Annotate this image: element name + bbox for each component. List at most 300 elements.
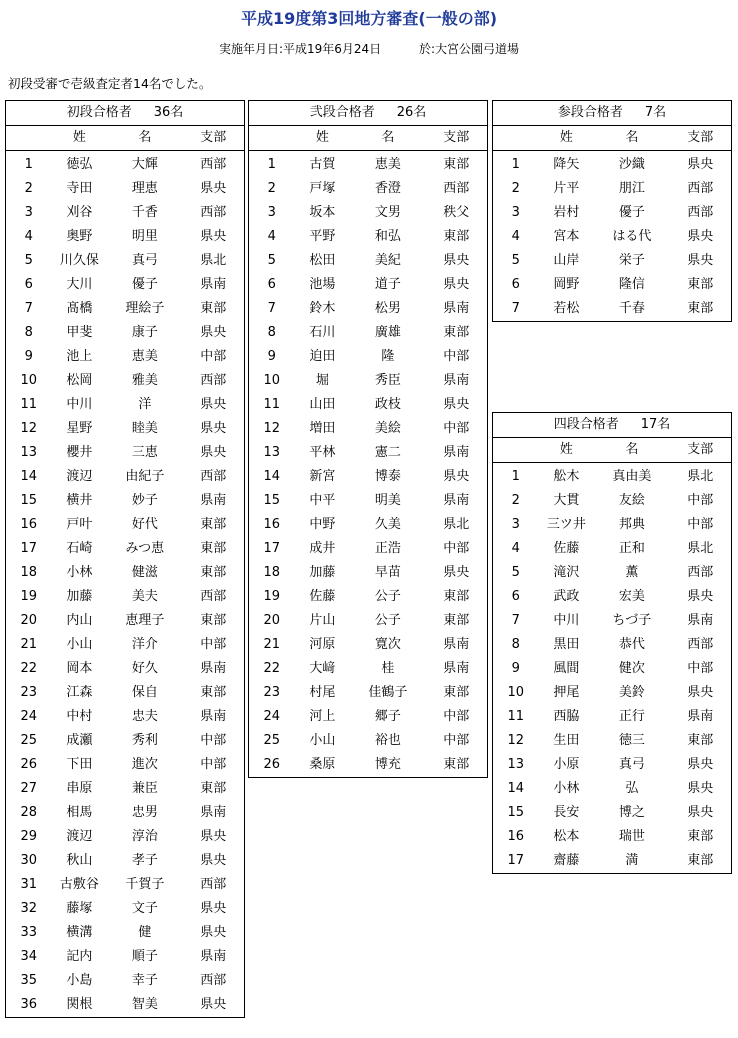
section-label: 初段合格者 xyxy=(66,105,132,120)
surname-cell: 村尾 xyxy=(309,685,336,700)
table-row xyxy=(6,801,244,825)
row-number: 22 xyxy=(20,661,38,676)
table-row xyxy=(249,321,487,345)
surname-column-header: 姓 xyxy=(559,442,573,457)
surname-column-header: 姓 xyxy=(559,130,573,145)
branch-cell: 中部 xyxy=(687,493,714,508)
row-number: 25 xyxy=(20,733,38,748)
surname-cell: 小山 xyxy=(66,637,93,652)
surname-cell: 記内 xyxy=(66,949,93,964)
shodan-table-header xyxy=(6,101,244,126)
surname-cell: 横井 xyxy=(66,493,93,508)
given-name-cell: 優子 xyxy=(131,277,158,292)
given-name-cell: 美夫 xyxy=(131,589,158,604)
row-number: 11 xyxy=(507,709,525,724)
branch-cell: 県央 xyxy=(200,853,227,868)
given-name-cell: 栄子 xyxy=(618,253,645,268)
given-name-cell: 忠男 xyxy=(131,805,158,820)
table-row xyxy=(493,465,731,489)
given-name-cell: 久美 xyxy=(374,517,401,532)
exam-date: 実施年月日:平成19年6月24日 xyxy=(218,42,382,56)
branch-cell: 中部 xyxy=(200,637,227,652)
given-name-cell: 正行 xyxy=(618,709,645,724)
given-name-cell: 政枝 xyxy=(374,397,401,412)
branch-cell: 東部 xyxy=(687,829,714,844)
row-number: 10 xyxy=(263,373,281,388)
shodan-table xyxy=(5,100,245,1018)
branch-cell: 県南 xyxy=(200,277,227,292)
row-number: 5 xyxy=(511,253,520,268)
row-number: 1 xyxy=(511,469,520,484)
branch-cell: 東部 xyxy=(443,685,470,700)
column-header-row xyxy=(493,438,731,463)
table-row xyxy=(493,537,731,561)
table-row xyxy=(493,201,731,225)
table-row xyxy=(6,609,244,633)
surname-cell: 秋山 xyxy=(66,853,93,868)
branch-cell: 県央 xyxy=(200,901,227,916)
section-label: 四段合格者 xyxy=(553,417,619,432)
row-number: 15 xyxy=(507,805,525,820)
table-row xyxy=(6,729,244,753)
given-name-cell: 妙子 xyxy=(131,493,158,508)
row-number: 23 xyxy=(20,685,38,700)
row-number: 9 xyxy=(267,349,276,364)
table-row xyxy=(6,657,244,681)
given-name-cell: 博泰 xyxy=(374,469,401,484)
row-number: 10 xyxy=(20,373,38,388)
surname-cell: 宮本 xyxy=(553,229,580,244)
table-row xyxy=(249,345,487,369)
branch-cell: 県北 xyxy=(200,253,227,268)
given-name-cell: 博之 xyxy=(618,805,645,820)
column-header-row xyxy=(6,126,244,151)
surname-cell: 齋藤 xyxy=(553,853,580,868)
branch-cell: 西部 xyxy=(200,205,227,220)
given-name-cell: 文子 xyxy=(131,901,158,916)
table-row xyxy=(6,345,244,369)
row-number: 11 xyxy=(20,397,38,412)
given-name-cell: 廣雄 xyxy=(374,325,401,340)
branch-cell: 県南 xyxy=(200,493,227,508)
table-row xyxy=(493,633,731,657)
table-row xyxy=(249,657,487,681)
row-number: 1 xyxy=(511,157,520,172)
surname-cell: 中川 xyxy=(66,397,93,412)
row-number: 12 xyxy=(20,421,38,436)
given-name-cell: 瑞世 xyxy=(618,829,645,844)
table-row xyxy=(493,849,731,873)
surname-cell: 関根 xyxy=(66,997,93,1012)
row-number: 24 xyxy=(263,709,281,724)
branch-cell: 東部 xyxy=(443,589,470,604)
branch-cell: 県北 xyxy=(687,469,714,484)
row-number: 6 xyxy=(24,277,33,292)
row-number: 5 xyxy=(511,565,520,580)
table-row xyxy=(249,705,487,729)
table-row xyxy=(493,249,731,273)
branch-cell: 秩父 xyxy=(443,205,470,220)
table-row xyxy=(249,729,487,753)
row-number: 18 xyxy=(20,565,38,580)
given-name-cell: 弘 xyxy=(625,781,639,796)
given-name-column-header: 名 xyxy=(138,130,152,145)
given-name-cell: 桂 xyxy=(381,661,395,676)
surname-cell: 鈴木 xyxy=(309,301,336,316)
table-row xyxy=(6,561,244,585)
branch-cell: 県南 xyxy=(687,709,714,724)
surname-cell: 坂本 xyxy=(309,205,336,220)
surname-cell: 風間 xyxy=(553,661,580,676)
surname-cell: 西脇 xyxy=(553,709,580,724)
row-number: 12 xyxy=(507,733,525,748)
branch-cell: 東部 xyxy=(687,853,714,868)
given-name-cell: みつ恵 xyxy=(125,541,165,556)
table-row xyxy=(6,273,244,297)
branch-cell: 県央 xyxy=(200,829,227,844)
given-name-cell: 満 xyxy=(625,853,639,868)
surname-cell: 山田 xyxy=(309,397,336,412)
section-count: 7名 xyxy=(644,105,667,120)
row-number: 2 xyxy=(511,181,520,196)
branch-cell: 県南 xyxy=(200,949,227,964)
branch-cell: 県南 xyxy=(443,445,470,460)
branch-cell: 中部 xyxy=(200,349,227,364)
surname-cell: 若松 xyxy=(553,301,580,316)
given-name-cell: ちづ子 xyxy=(612,613,652,628)
row-number: 26 xyxy=(263,757,281,772)
given-name-cell: 正浩 xyxy=(374,541,401,556)
table-row xyxy=(249,177,487,201)
column-header-row xyxy=(249,126,487,151)
surname-cell: 岩村 xyxy=(553,205,580,220)
branch-cell: 東部 xyxy=(200,613,227,628)
given-name-cell: 健次 xyxy=(618,661,645,676)
table-row xyxy=(493,297,731,321)
section-count: 26名 xyxy=(396,105,427,120)
table-row xyxy=(6,921,244,945)
branch-cell: 中部 xyxy=(200,757,227,772)
row-number: 6 xyxy=(511,277,520,292)
branch-cell: 県央 xyxy=(200,997,227,1012)
branch-cell: 県南 xyxy=(200,709,227,724)
surname-cell: 下田 xyxy=(66,757,93,772)
given-name-cell: 健滋 xyxy=(131,565,158,580)
table-row xyxy=(249,681,487,705)
surname-cell: 大貫 xyxy=(553,493,580,508)
branch-cell: 県央 xyxy=(200,925,227,940)
row-number: 15 xyxy=(20,493,38,508)
given-name-cell: 順子 xyxy=(131,949,158,964)
branch-cell: 県南 xyxy=(443,373,470,388)
given-name-cell: 優子 xyxy=(618,205,645,220)
branch-column-header: 支部 xyxy=(200,130,227,145)
section-count: 36名 xyxy=(153,105,184,120)
table-row xyxy=(6,873,244,897)
given-name-cell: 恵美 xyxy=(131,349,158,364)
table-row xyxy=(249,297,487,321)
table-row xyxy=(249,753,487,777)
branch-cell: 東部 xyxy=(687,301,714,316)
table-row xyxy=(6,897,244,921)
yondan-table-header xyxy=(493,413,731,438)
row-number: 24 xyxy=(20,709,38,724)
branch-cell: 中部 xyxy=(200,733,227,748)
row-number: 29 xyxy=(20,829,38,844)
branch-cell: 中部 xyxy=(443,349,470,364)
given-name-cell: 和弘 xyxy=(374,229,401,244)
branch-cell: 東部 xyxy=(443,229,470,244)
given-name-cell: 博充 xyxy=(374,757,401,772)
branch-cell: 西部 xyxy=(200,589,227,604)
given-name-cell: 松男 xyxy=(374,301,401,316)
branch-cell: 県央 xyxy=(200,397,227,412)
given-name-cell: 大輝 xyxy=(131,157,158,172)
table-row xyxy=(6,825,244,849)
row-number: 12 xyxy=(263,421,281,436)
given-name-cell: 恵美 xyxy=(374,157,401,172)
table-row xyxy=(249,513,487,537)
row-number: 14 xyxy=(20,469,38,484)
row-number: 25 xyxy=(263,733,281,748)
given-name-cell: 裕也 xyxy=(374,733,401,748)
table-row xyxy=(6,537,244,561)
surname-cell: 串原 xyxy=(66,781,93,796)
row-number: 4 xyxy=(267,229,276,244)
surname-cell: 刈谷 xyxy=(66,205,93,220)
row-number: 17 xyxy=(507,853,525,868)
surname-cell: 大﨑 xyxy=(309,661,336,676)
branch-cell: 県央 xyxy=(443,469,470,484)
table-row xyxy=(6,321,244,345)
row-number: 13 xyxy=(263,445,281,460)
given-name-cell: 真弓 xyxy=(618,757,645,772)
branch-column-header: 支部 xyxy=(687,130,714,145)
given-name-cell: 智美 xyxy=(131,997,158,1012)
branch-cell: 県央 xyxy=(687,157,714,172)
row-number: 5 xyxy=(24,253,33,268)
branch-cell: 西部 xyxy=(200,157,227,172)
table-row xyxy=(6,489,244,513)
given-name-cell: 雅美 xyxy=(131,373,158,388)
surname-cell: 舩木 xyxy=(553,469,580,484)
surname-cell: 小林 xyxy=(553,781,580,796)
surname-cell: 江森 xyxy=(66,685,93,700)
branch-cell: 東部 xyxy=(443,613,470,628)
row-number: 31 xyxy=(20,877,38,892)
table-row xyxy=(6,369,244,393)
row-number: 26 xyxy=(20,757,38,772)
branch-cell: 県央 xyxy=(200,229,227,244)
table-row xyxy=(6,849,244,873)
table-row xyxy=(493,561,731,585)
given-name-cell: 美紀 xyxy=(374,253,401,268)
branch-cell: 東部 xyxy=(443,325,470,340)
given-name-cell: 好久 xyxy=(131,661,158,676)
given-name-column-header: 名 xyxy=(625,130,639,145)
surname-cell: 内山 xyxy=(66,613,93,628)
row-number: 4 xyxy=(511,541,520,556)
surname-cell: 中村 xyxy=(66,709,93,724)
table-row xyxy=(249,441,487,465)
surname-cell: 池場 xyxy=(309,277,336,292)
row-number: 9 xyxy=(24,349,33,364)
table-row xyxy=(6,465,244,489)
nidan-table xyxy=(248,100,488,778)
given-name-cell: 薫 xyxy=(625,565,639,580)
surname-cell: 佐藤 xyxy=(309,589,336,604)
table-row xyxy=(6,753,244,777)
branch-cell: 県央 xyxy=(443,277,470,292)
row-number: 7 xyxy=(511,613,520,628)
row-number: 7 xyxy=(267,301,276,316)
surname-cell: 河上 xyxy=(309,709,336,724)
given-name-cell: 兼臣 xyxy=(131,781,158,796)
surname-cell: 成瀬 xyxy=(66,733,93,748)
given-name-cell: 千香 xyxy=(131,205,158,220)
surname-cell: 大川 xyxy=(66,277,93,292)
given-name-cell: 憲二 xyxy=(374,445,401,460)
section-count: 17名 xyxy=(640,417,671,432)
table-row xyxy=(493,801,731,825)
row-number: 3 xyxy=(511,517,520,532)
branch-cell: 西部 xyxy=(200,469,227,484)
surname-cell: 堀 xyxy=(315,373,329,388)
row-number: 18 xyxy=(263,565,281,580)
branch-cell: 東部 xyxy=(200,565,227,580)
row-number: 27 xyxy=(20,781,38,796)
branch-cell: 西部 xyxy=(687,181,714,196)
row-number: 36 xyxy=(20,997,38,1012)
given-name-cell: 宏美 xyxy=(618,589,645,604)
surname-cell: 増田 xyxy=(309,421,336,436)
row-number: 15 xyxy=(263,493,281,508)
given-name-cell: 幸子 xyxy=(131,973,158,988)
table-row xyxy=(493,729,731,753)
row-number: 21 xyxy=(20,637,38,652)
branch-cell: 県央 xyxy=(443,253,470,268)
surname-cell: 中野 xyxy=(309,517,336,532)
given-name-cell: 道子 xyxy=(374,277,401,292)
table-row xyxy=(6,249,244,273)
sandan-rows xyxy=(493,151,731,321)
row-number: 28 xyxy=(20,805,38,820)
given-name-cell: 隆 xyxy=(381,349,395,364)
given-name-cell: 郷子 xyxy=(374,709,401,724)
surname-cell: 戸叶 xyxy=(66,517,93,532)
exam-place: 於:大宮公園弓道場 xyxy=(419,42,520,56)
given-name-cell: 好代 xyxy=(131,517,158,532)
table-row xyxy=(249,369,487,393)
given-name-cell: 佳鶴子 xyxy=(368,685,408,700)
row-number: 23 xyxy=(263,685,281,700)
given-name-cell: 睦美 xyxy=(131,421,158,436)
given-name-column-header: 名 xyxy=(381,130,395,145)
branch-cell: 県央 xyxy=(687,229,714,244)
table-row xyxy=(249,225,487,249)
row-number: 13 xyxy=(20,445,38,460)
surname-cell: 小林 xyxy=(66,565,93,580)
given-name-cell: 健 xyxy=(138,925,152,940)
given-name-cell: 秀利 xyxy=(131,733,158,748)
nidan-table-header xyxy=(249,101,487,126)
row-number: 9 xyxy=(511,661,520,676)
table-row xyxy=(493,753,731,777)
table-row xyxy=(493,225,731,249)
given-name-cell: 徳三 xyxy=(618,733,645,748)
nidan-rows xyxy=(249,151,487,777)
table-row xyxy=(249,609,487,633)
table-row xyxy=(6,681,244,705)
surname-cell: 平林 xyxy=(309,445,336,460)
branch-cell: 県南 xyxy=(443,301,470,316)
row-number: 1 xyxy=(24,157,33,172)
branch-cell: 県央 xyxy=(687,253,714,268)
table-row xyxy=(6,513,244,537)
surname-cell: 中平 xyxy=(309,493,336,508)
branch-cell: 中部 xyxy=(443,541,470,556)
surname-cell: 黒田 xyxy=(553,637,580,652)
given-name-cell: 明里 xyxy=(131,229,158,244)
branch-cell: 県南 xyxy=(200,661,227,676)
row-number: 2 xyxy=(511,493,520,508)
given-name-cell: 公子 xyxy=(374,589,401,604)
branch-cell: 県央 xyxy=(687,589,714,604)
row-number: 4 xyxy=(511,229,520,244)
table-row xyxy=(493,825,731,849)
given-name-cell: 美鈴 xyxy=(618,685,645,700)
row-number: 22 xyxy=(263,661,281,676)
surname-cell: 松岡 xyxy=(66,373,93,388)
surname-cell: 石崎 xyxy=(66,541,93,556)
surname-cell: 平野 xyxy=(309,229,336,244)
sandan-table-header xyxy=(493,101,731,126)
branch-cell: 県央 xyxy=(200,181,227,196)
branch-cell: 県央 xyxy=(200,325,227,340)
branch-cell: 中部 xyxy=(687,517,714,532)
surname-column-header: 姓 xyxy=(315,130,329,145)
branch-column-header: 支部 xyxy=(443,130,470,145)
given-name-cell: 香澄 xyxy=(374,181,401,196)
surname-cell: 川久保 xyxy=(59,253,99,268)
surname-cell: 古賀 xyxy=(309,157,336,172)
row-number: 8 xyxy=(511,637,520,652)
row-number: 8 xyxy=(267,325,276,340)
table-row xyxy=(249,465,487,489)
surname-cell: 藤塚 xyxy=(66,901,93,916)
surname-cell: 相馬 xyxy=(66,805,93,820)
surname-cell: 奥野 xyxy=(66,229,93,244)
surname-cell: 戸塚 xyxy=(309,181,336,196)
row-number: 30 xyxy=(20,853,38,868)
row-number: 8 xyxy=(24,325,33,340)
row-number: 11 xyxy=(263,397,281,412)
branch-cell: 県央 xyxy=(687,757,714,772)
table-row xyxy=(249,417,487,441)
table-row xyxy=(6,297,244,321)
given-name-cell: 公子 xyxy=(374,613,401,628)
surname-cell: 加藤 xyxy=(309,565,336,580)
given-name-cell: 文男 xyxy=(374,205,401,220)
row-number: 14 xyxy=(263,469,281,484)
given-name-cell: 孝子 xyxy=(131,853,158,868)
row-number: 17 xyxy=(20,541,38,556)
sandan-table xyxy=(492,100,732,322)
table-row xyxy=(6,969,244,993)
given-name-cell: 友絵 xyxy=(618,493,645,508)
surname-cell: 降矢 xyxy=(553,157,580,172)
branch-cell: 西部 xyxy=(200,973,227,988)
